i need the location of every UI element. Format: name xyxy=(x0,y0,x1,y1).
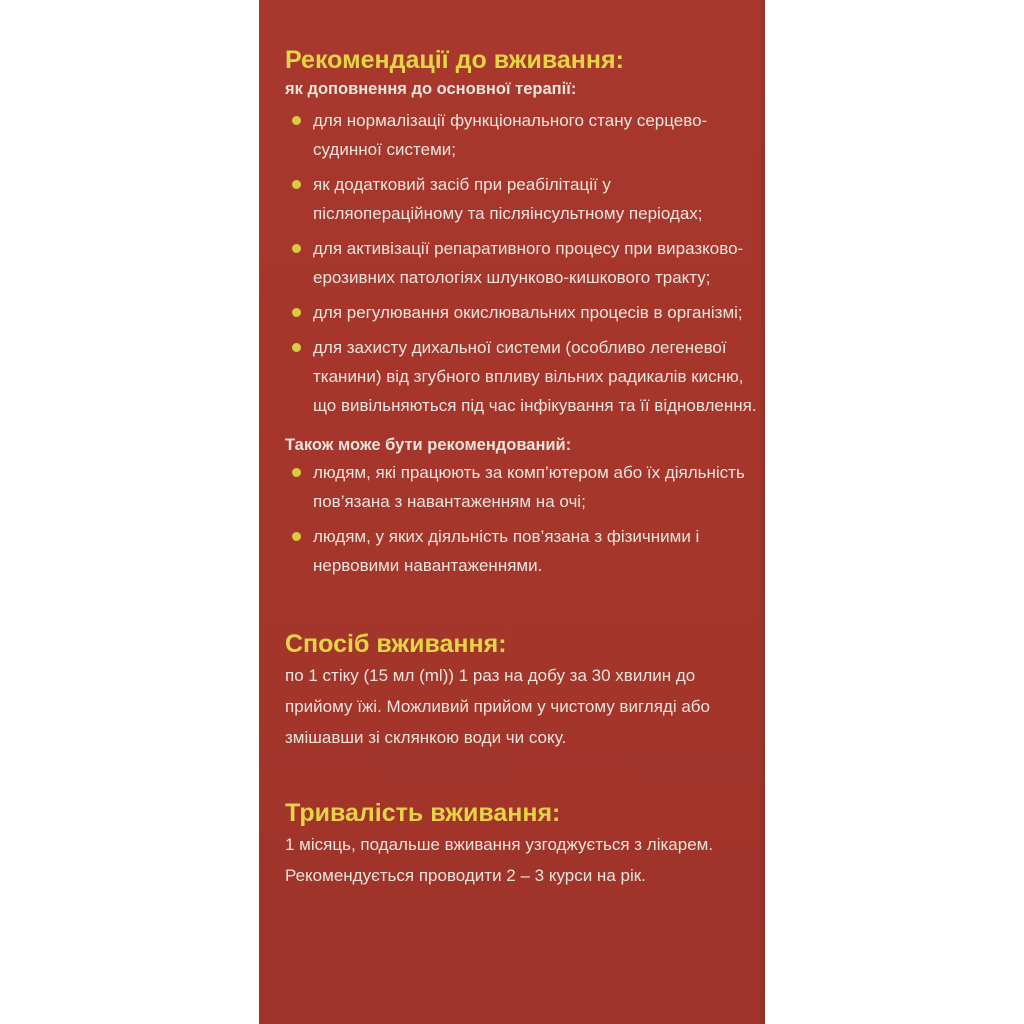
list-item xyxy=(285,170,759,228)
list-item xyxy=(285,333,759,420)
bullet-dot-icon xyxy=(292,180,301,189)
recommendations-list xyxy=(285,106,759,420)
list-item xyxy=(285,298,759,327)
bullet-dot-icon xyxy=(292,116,301,125)
bullet-dot-icon xyxy=(292,343,301,352)
duration-text: 1 місяць, подальше вживання узгоджується з лікарем. Рекомендується проводити 2 – 3 курси на рік. xyxy=(285,835,714,885)
bullet-dot-icon xyxy=(292,308,301,317)
list-item-text: як додатковий засіб при реабілітації у післяопераційному та післяінсультному періодах; xyxy=(313,175,703,223)
usage-heading: Спосіб вживання: xyxy=(285,630,507,658)
usage-text: по 1 стіку (15 мл (ml)) 1 раз на добу за 30 хвилин до прийому їжі. Можливий прийом у чистому вигляді або змішавши зі склянкою води чи соку. xyxy=(285,666,710,747)
recommendations-subheading: як доповнення до основної терапії: xyxy=(285,80,577,98)
bullet-dot-icon xyxy=(292,244,301,253)
list-item-text: для захисту дихальної системи (особливо легеневої тканини) від згубного впливу вільних радикалів кисню, що вивільняються під час інфікування та її відновлення. xyxy=(313,338,757,415)
panel-content xyxy=(285,44,759,891)
list-item xyxy=(285,234,759,292)
list-item xyxy=(285,458,759,516)
list-item xyxy=(285,106,759,164)
list-item xyxy=(285,522,759,580)
list-item-text: для нормалізації функціонального стану серцево-судинної системи; xyxy=(313,111,708,159)
list-item-text: людям, у яких діяльність пов’язана з фізичними і нервовими навантаженнями. xyxy=(313,527,700,575)
bullet-dot-icon xyxy=(292,532,301,541)
bullet-dot-icon xyxy=(292,468,301,477)
recommendations-heading: Рекомендації до вживання: xyxy=(285,46,624,74)
also-list xyxy=(285,458,759,580)
list-item-text: для активізації репаративного процесу при виразково-ерозивних патологіях шлунково-кишкового тракту; xyxy=(313,239,744,287)
list-item-text: для регулювання окислювальних процесів в організмі; xyxy=(313,303,743,322)
list-item-text: людям, які працюють за комп’ютером або їх діяльність пов’язана з навантаженням на очі; xyxy=(313,463,745,511)
also-subheading: Також може бути рекомендований: xyxy=(285,436,572,454)
package-panel xyxy=(259,0,765,1024)
duration-heading: Тривалість вживання: xyxy=(285,799,561,827)
